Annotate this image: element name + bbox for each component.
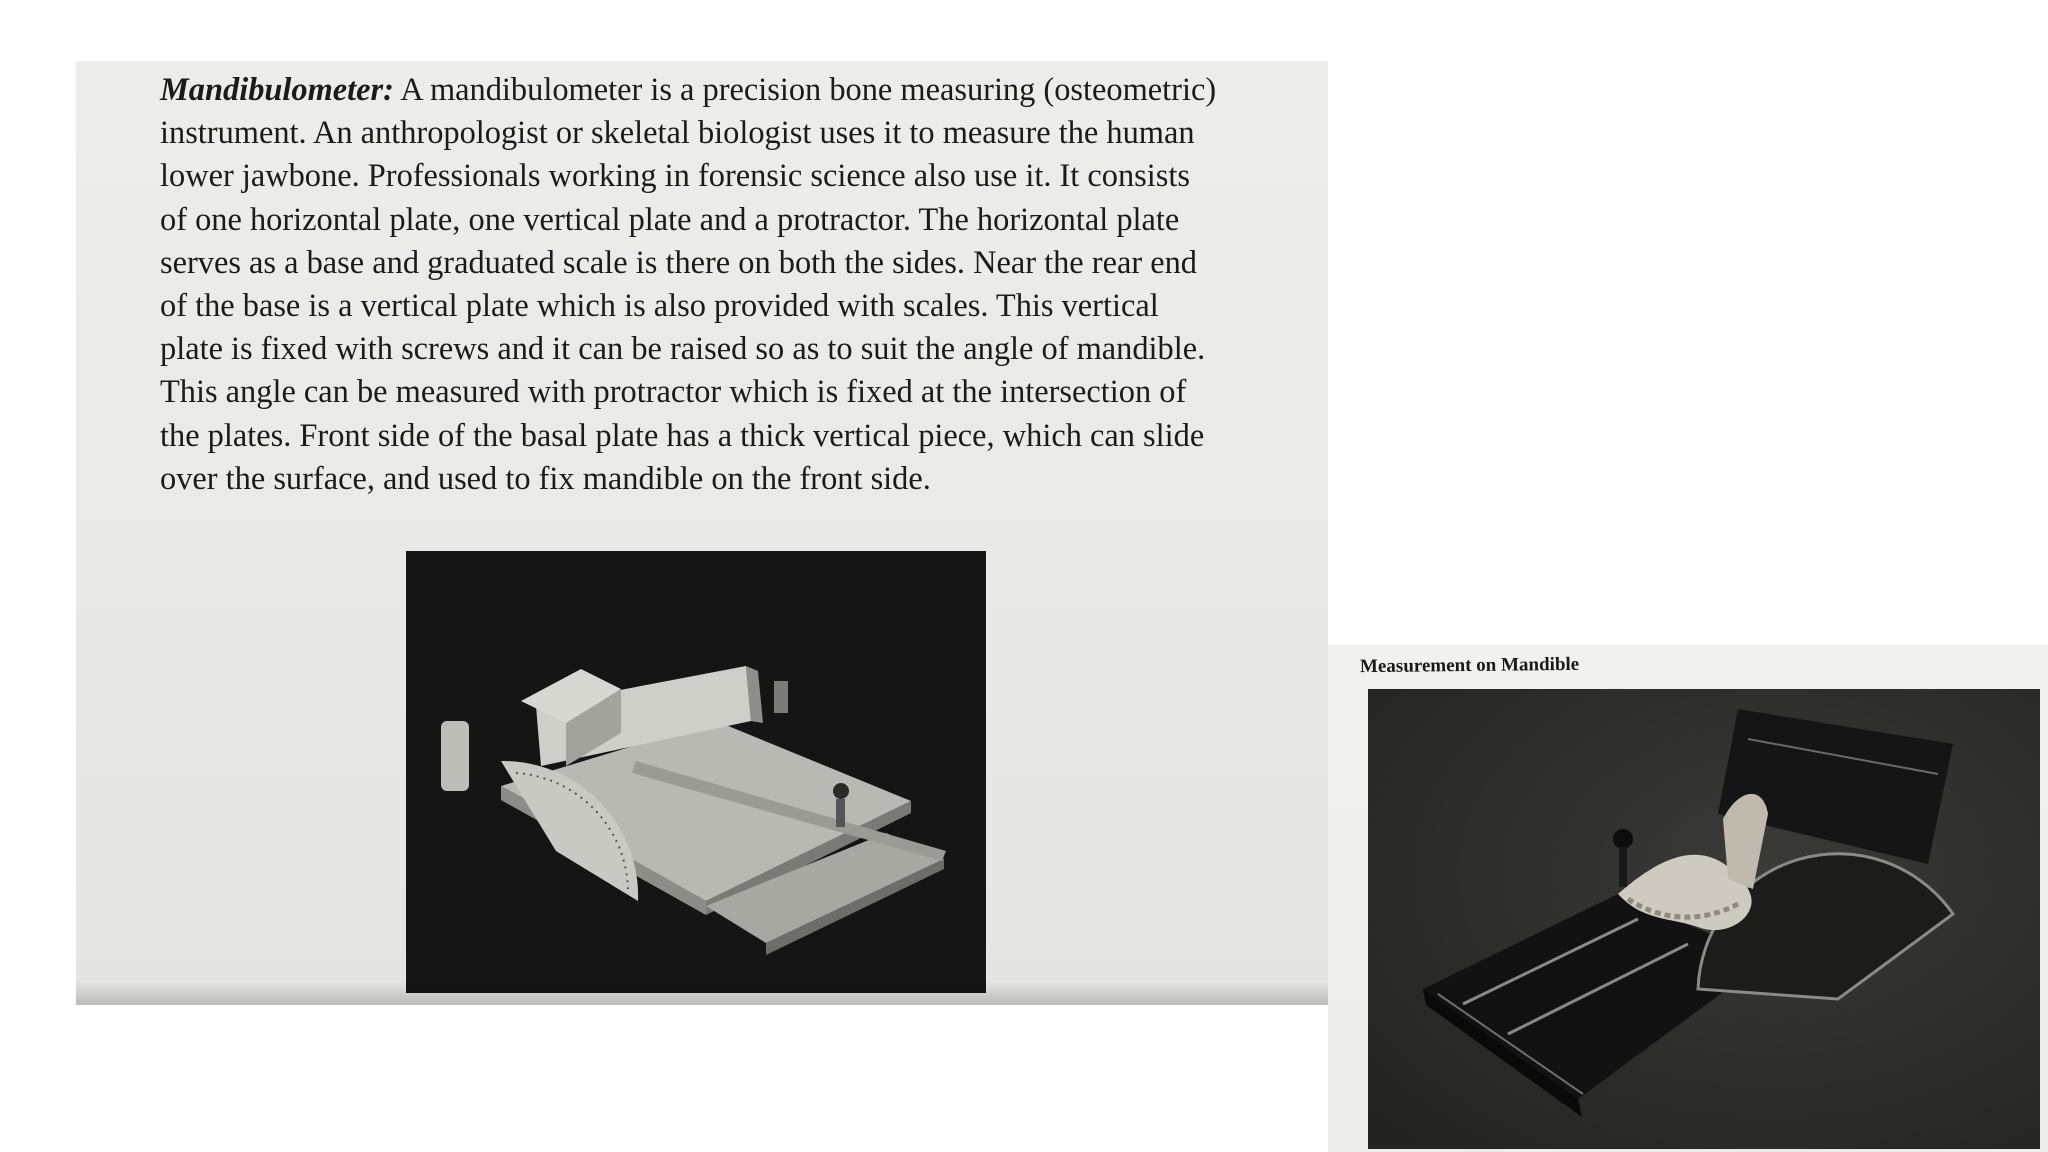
mandibulometer-photo xyxy=(406,551,986,993)
text-line-1: Mandibulometer: A mandibulometer is a precision bone measuring (osteometric) xyxy=(160,72,1217,108)
text-line-7: plate is fixed with screws and it can be raised so as to suit the angle of mandible. xyxy=(160,331,1206,368)
term-mandibulometer: Mandibulometer: xyxy=(160,72,394,108)
text-line-2: instrument. An anthropologist or skeletal biologist uses it to measure the human xyxy=(160,115,1195,152)
left-book-page xyxy=(76,61,1328,1005)
text-line-4: of one horizontal plate, one vertical plate and a protractor. The horizontal plate xyxy=(160,201,1180,238)
text-line-10: over the surface, and used to fix mandible on the front side. xyxy=(160,460,931,497)
figure-caption: Measurement on Mandible xyxy=(1359,653,1580,678)
text-line-9: the plates. Front side of the basal plate has a thick vertical piece, which can slide xyxy=(160,417,1205,454)
text-line-5: serves as a base and graduated scale is there on both the sides. Near the rear end xyxy=(160,244,1197,281)
right-book-page xyxy=(1328,645,2048,1152)
text-line-8: This angle can be measured with protractor which is fixed at the intersection of xyxy=(160,374,1187,411)
mandible-measurement-illustration xyxy=(1368,689,2040,1149)
text-line-3: lower jawbone. Professionals working in forensic science also use it. It consists xyxy=(160,158,1190,195)
text-line-6: of the base is a vertical plate which is also provided with scales. This vertical xyxy=(160,288,1159,325)
mandible-measurement-photo xyxy=(1368,689,2040,1149)
mandibulometer-illustration xyxy=(406,551,986,993)
mandibulometer-description xyxy=(160,69,1328,501)
